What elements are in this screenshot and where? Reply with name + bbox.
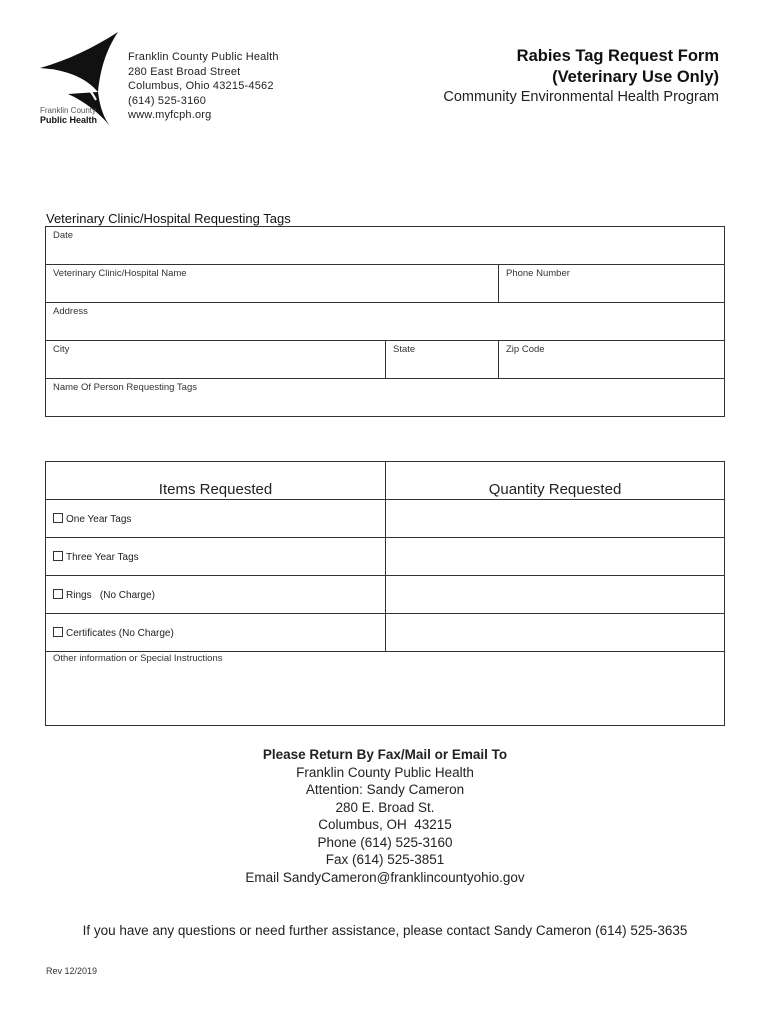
item-rings[interactable]: Rings (No Charge) (53, 589, 155, 601)
phone-number-field[interactable] (499, 265, 724, 302)
checkbox-icon[interactable] (53, 589, 63, 599)
zip-code-label: Zip Code (506, 344, 545, 355)
phone-number-label: Phone Number (506, 268, 570, 279)
clinic-section-heading: Veterinary Clinic/Hospital Requesting Tags (46, 211, 291, 226)
zip-code-field[interactable] (499, 341, 724, 378)
org-name: Franklin County Public Health (128, 51, 279, 63)
org-website: www.myfcph.org (128, 109, 212, 121)
item-one-year-tags[interactable]: One Year Tags (53, 513, 131, 525)
return-attention: Attention: Sandy Cameron (305, 782, 465, 797)
org-phone: (614) 525-3160 (128, 94, 207, 107)
logo-text-line1: Franklin County (40, 106, 97, 115)
date-field[interactable] (46, 227, 724, 264)
org-city: Columbus, Ohio 43215-4562 (128, 80, 274, 92)
return-street: 280 E. Broad St. (335, 799, 435, 815)
return-city: Columbus, OH 43215 (318, 817, 452, 832)
org-street: 280 East Broad Street (128, 65, 241, 78)
return-heading: Please Return By Fax/Mail or Email To (262, 747, 508, 762)
form-title: Rabies Tag Request Form (516, 47, 719, 65)
logo-text-line2: Public Health (40, 115, 98, 125)
item-certificates[interactable]: Certificates (No Charge) (53, 627, 174, 639)
checkbox-icon[interactable] (53, 627, 63, 637)
return-email: Email SandyCameron@franklincountyohio.gov (245, 869, 525, 885)
city-field[interactable] (46, 341, 385, 378)
items-requested-header: Items Requested (158, 481, 273, 498)
quantity-certificates-field[interactable] (386, 614, 724, 651)
special-instructions-label: Other information or Special Instructions (53, 653, 223, 664)
program-name: Community Environmental Health Program (443, 89, 719, 105)
return-org: Franklin County Public Health (296, 764, 474, 780)
quantity-three-year-field[interactable] (386, 538, 724, 575)
requester-name-label: Name Of Person Requesting Tags (53, 382, 197, 393)
checkbox-icon[interactable] (53, 551, 63, 561)
city-label: City (53, 344, 70, 355)
return-instructions (0, 746, 770, 886)
return-fax: Fax (614) 525-3851 (325, 852, 445, 867)
state-field[interactable] (386, 341, 498, 378)
organization-address-block (128, 50, 279, 123)
address-label: Address (53, 306, 88, 317)
state-label: State (393, 344, 416, 355)
clinic-name-field[interactable] (46, 265, 498, 302)
clinic-info-box (45, 226, 725, 417)
questions-contact-text: If you have any questions or need further assistance, please contact Sandy Cameron (614) 525-3635 (82, 923, 688, 938)
quantity-rings-field[interactable] (386, 576, 724, 613)
quantity-one-year-field[interactable] (386, 500, 724, 537)
requester-name-field[interactable] (46, 379, 724, 416)
clinic-name-label: Veterinary Clinic/Hospital Name (53, 268, 187, 279)
form-title-block (443, 46, 719, 107)
item-three-year-tags[interactable]: Three Year Tags (53, 551, 139, 563)
items-requested-table (45, 461, 725, 726)
special-instructions-field[interactable] (46, 652, 724, 725)
revision-date: Rev 12/2019 (46, 966, 98, 976)
form-title-subline: (Veterinary Use Only) (552, 68, 719, 86)
date-label: Date (53, 230, 74, 241)
address-field[interactable] (46, 303, 724, 340)
quantity-requested-header: Quantity Requested (488, 481, 622, 498)
return-phone: Phone (614) 525-3160 (317, 834, 453, 850)
checkbox-icon[interactable] (53, 513, 63, 523)
